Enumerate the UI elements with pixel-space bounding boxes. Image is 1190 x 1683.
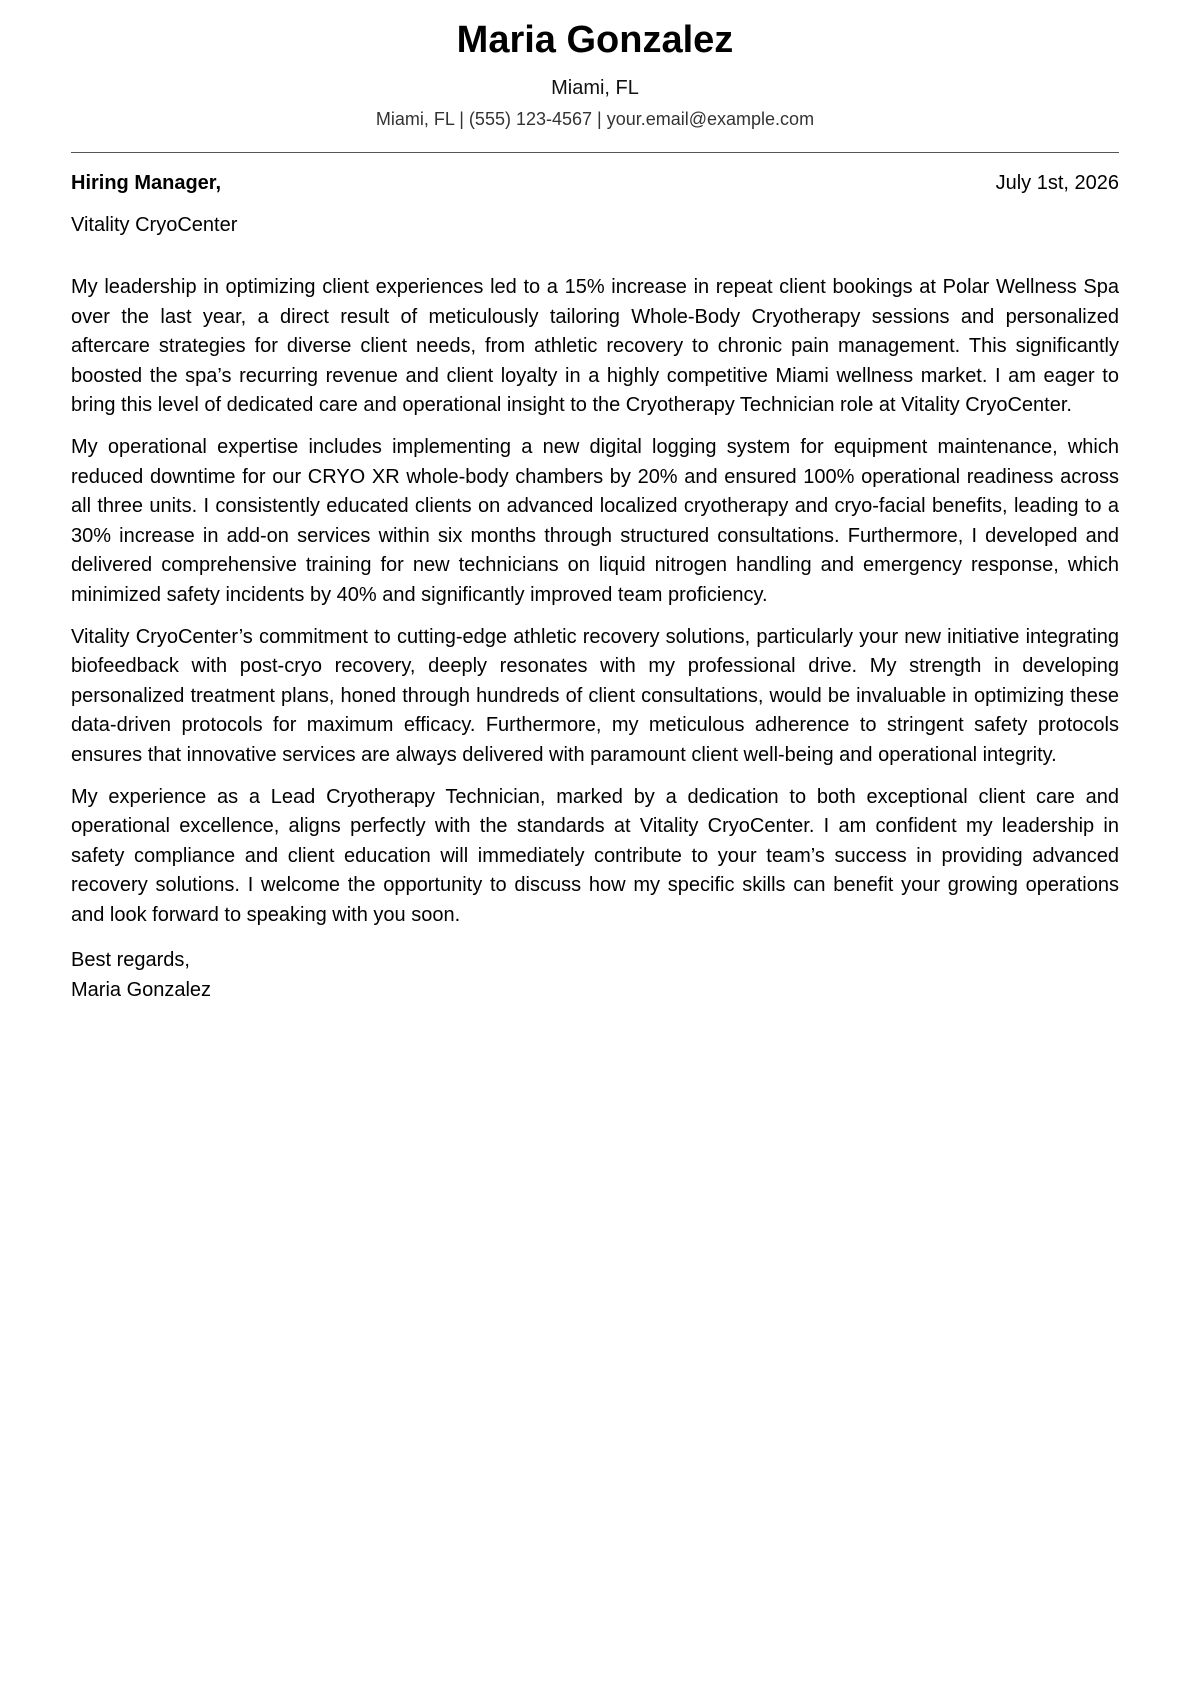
letter-header [71,0,1119,132]
signature-name: Maria Gonzalez [71,979,212,1002]
recipient-salutation: Hiring Manager, [71,172,222,194]
letter-date: July 1st, 2026 [995,172,1119,194]
closing-phrase: Best regards, [71,949,190,972]
body-paragraph: My leadership in optimizing client experiences led to a 15% increase in repeat client bookings at Polar Wellness Spa over the last year, a direct result of meticulously tailoring Whole-Body Cryotherapy sessions and personalized aftercare strategies for diverse client needs, from athletic recovery to chronic pain management. This significantly boosted the spa’s recurring revenue and client loyalty in a highly competitive Miami wellness market. I am eager to bring this level of dedicated care and operational insight to the Cryotherapy Technician role at Vitality CryoCenter. [71,276,1119,417]
header-divider [71,152,1119,153]
letter-closing-block [71,946,1119,1005]
sender-contact-line: Miami, FL | (555) 123-4567 | your.email@example.com [375,109,815,129]
sender-location: Miami, FL [551,77,639,99]
body-paragraph: My operational expertise includes implementing a new digital logging system for equipment maintenance, which reduced downtime for our CRYO XR whole-body chambers by 20% and ensured 100% operational readiness across all three units. I consistently educated clients on advanced localized cryotherapy and cryo-facial benefits, leading to a 30% increase in add-on services within six months through structured consultations. Furthermore, I developed and delivered comprehensive training for new technicians on liquid nitrogen handling and emergency response, which minimized safety incidents by 40% and significantly improved team proficiency. [71,435,1119,606]
body-paragraph: My experience as a Lead Cryotherapy Technician, marked by a dedication to both exceptional client care and operational excellence, aligns perfectly with the standards at Vitality CryoCenter. I am confident my leadership in safety compliance and client education will immediately contribute to your team’s success in providing advanced recovery solutions. I welcome the opportunity to discuss how my specific skills can benefit your growing operations and look forward to speaking with you soon. [71,785,1119,926]
sender-name: Maria Gonzalez [456,19,734,61]
letter-body [71,273,1119,930]
salutation-row [71,169,1119,197]
recipient-company: Vitality CryoCenter [71,214,238,236]
body-paragraph: Vitality CryoCenter’s commitment to cutting-edge athletic recovery solutions, particularly your new initiative integrating biofeedback with post-cryo recovery, deeply resonates with my professional drive. My strength in developing personalized treatment plans, honed through hundreds of client consultations, would be invaluable in optimizing these data-driven protocols for maximum efficacy. Furthermore, my meticulous adherence to stringent safety protocols ensures that innovative services are always delivered with paramount client well-being and operational integrity. [71,625,1119,766]
